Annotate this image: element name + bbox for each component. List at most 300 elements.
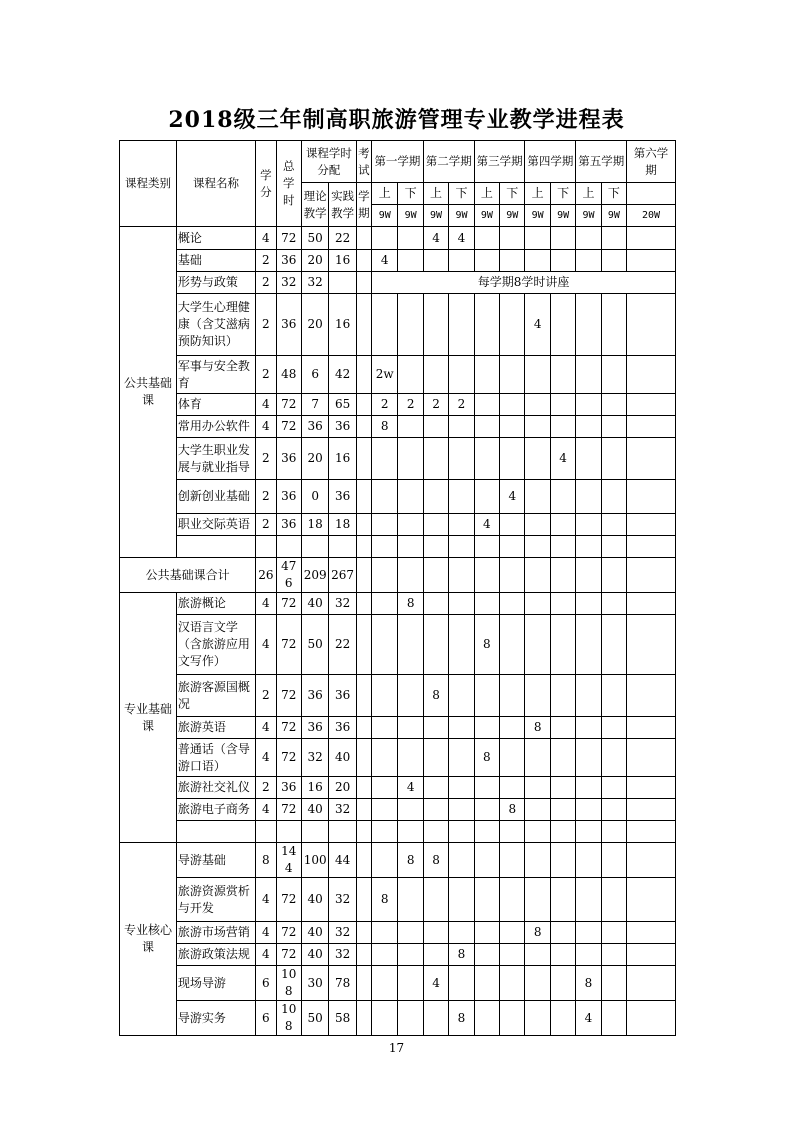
header-upper: 上 [525,183,550,205]
course-name: 旅游英语 [176,717,255,739]
credits-cell: 2 [256,272,276,294]
total-hours-cell: 72 [276,615,301,675]
weekly-hours-cell [550,250,575,272]
weekly-hours-cell [627,675,676,717]
weekly-hours-cell [423,878,448,922]
practice-hours-cell: 22 [329,227,356,250]
weekly-hours-cell [550,227,575,250]
theory-hours-cell: 40 [301,922,328,944]
weekly-hours-cell [372,558,398,593]
exam-term-cell [356,480,371,514]
weekly-hours-cell [398,294,423,356]
weekly-hours-cell [449,821,474,843]
exam-term-cell [356,843,371,878]
weekly-hours-cell [601,944,626,966]
weekly-hours-cell [601,416,626,438]
course-name: 形势与政策 [176,272,255,294]
course-name: 基础 [176,250,255,272]
theory-hours-cell: 50 [301,227,328,250]
weekly-hours-cell [474,438,499,480]
weekly-hours-cell [449,878,474,922]
weekly-hours-cell [576,944,601,966]
document-title: 2018级三年制高职旅游管理专业教学进程表 [168,107,625,133]
weekly-hours-cell [627,356,676,394]
weekly-hours-cell [474,878,499,922]
exam-term-cell [356,394,371,416]
weekly-hours-cell [576,536,601,558]
theory-hours-cell: 32 [301,272,328,294]
weekly-hours-cell [550,394,575,416]
theory-hours-cell: 40 [301,944,328,966]
weekly-hours-cell [423,356,448,394]
weekly-hours-cell [423,558,448,593]
credits-cell: 6 [256,966,276,1001]
weekly-hours-cell: 8 [474,739,499,777]
weekly-hours-cell [627,799,676,821]
weekly-hours-cell: 8 [372,416,398,438]
table-row [120,922,676,944]
weekly-hours-cell [627,536,676,558]
weekly-hours-cell [525,821,550,843]
weekly-hours-cell [474,227,499,250]
table-row [120,878,676,922]
practice-hours-cell: 44 [329,843,356,878]
practice-hours-cell: 36 [329,416,356,438]
table-row [120,966,676,1001]
weekly-hours-cell: 2 [449,394,474,416]
weekly-hours-cell [423,294,448,356]
course-name: 导游基础 [176,843,255,878]
weekly-hours-cell [449,416,474,438]
total-hours-cell [276,821,301,843]
header-lower: 下 [550,183,575,205]
weekly-hours-cell [372,294,398,356]
course-name: 旅游电子商务 [176,799,255,821]
practice-hours-cell: 32 [329,799,356,821]
course-category: 公共基础课 [120,227,177,558]
exam-term-cell [356,966,371,1001]
weekly-hours-cell [601,739,626,777]
exam-term-cell [356,1001,371,1036]
total-hours-cell: 72 [276,944,301,966]
weekly-hours-cell [500,227,525,250]
credits-cell: 2 [256,514,276,536]
header-weeks: 9W [423,205,448,227]
course-name: 概论 [176,227,255,250]
weekly-hours-cell [372,615,398,675]
weekly-hours-cell [474,799,499,821]
table-row [120,227,676,250]
weekly-hours-cell [576,777,601,799]
weekly-hours-cell [627,438,676,480]
weekly-hours-cell: 8 [576,966,601,1001]
weekly-hours-cell [500,878,525,922]
total-hours-cell: 36 [276,480,301,514]
theory-hours-cell: 40 [301,799,328,821]
header-lower: 下 [601,183,626,205]
weekly-hours-cell [398,717,423,739]
table-row [120,294,676,356]
weekly-hours-cell [500,966,525,1001]
course-name: 旅游政策法规 [176,944,255,966]
course-name: 职业交际英语 [176,514,255,536]
credits-cell: 4 [256,227,276,250]
weekly-hours-cell [576,878,601,922]
practice-hours-cell: 18 [329,514,356,536]
weekly-hours-cell [474,416,499,438]
table-row [120,438,676,480]
exam-term-cell [356,438,371,480]
weekly-hours-cell [601,593,626,615]
course-category: 专业核心课 [120,843,177,1036]
header-weeks: 9W [500,205,525,227]
course-name [176,821,255,843]
weekly-hours-cell [500,356,525,394]
header-lower: 下 [449,183,474,205]
weekly-hours-cell [576,416,601,438]
credits-cell: 4 [256,394,276,416]
header-lower: 下 [398,183,423,205]
weekly-hours-cell [449,593,474,615]
practice-hours-cell: 78 [329,966,356,1001]
weekly-hours-cell [601,966,626,1001]
weekly-hours-cell [423,922,448,944]
weekly-hours-cell [474,675,499,717]
theory-hours-cell [301,821,328,843]
header-upper: 上 [423,183,448,205]
weekly-hours-cell [601,922,626,944]
credits-cell: 2 [256,250,276,272]
weekly-hours-cell [601,394,626,416]
schedule-note: 每学期8学时讲座 [372,272,676,294]
weekly-hours-cell [500,536,525,558]
course-name: 大学生心理健康（含艾滋病预防知识） [176,294,255,356]
credits-cell: 2 [256,356,276,394]
exam-term-cell [356,878,371,922]
weekly-hours-cell [398,438,423,480]
header-practice: 实践教学 [329,183,356,227]
weekly-hours-cell [576,394,601,416]
practice-hours-cell: 16 [329,438,356,480]
weekly-hours-cell: 8 [525,717,550,739]
weekly-hours-cell [449,514,474,536]
weekly-hours-cell [398,922,423,944]
weekly-hours-cell [525,944,550,966]
theory-hours-cell: 20 [301,294,328,356]
weekly-hours-cell [449,799,474,821]
theory-hours-cell: 36 [301,717,328,739]
total-hours-cell: 72 [276,227,301,250]
exam-term-cell [356,272,371,294]
weekly-hours-cell [601,675,626,717]
practice-hours-cell: 22 [329,615,356,675]
weekly-hours-cell [449,480,474,514]
total-hours-cell: 72 [276,878,301,922]
weekly-hours-cell [398,944,423,966]
practice-hours-cell: 36 [329,480,356,514]
exam-term-cell [356,536,371,558]
weekly-hours-cell [525,558,550,593]
weekly-hours-cell [576,593,601,615]
weekly-hours-cell [423,250,448,272]
table-row [120,717,676,739]
weekly-hours-cell [550,878,575,922]
weekly-hours-cell [449,294,474,356]
practice-hours-cell: 36 [329,675,356,717]
table-row [120,739,676,777]
weekly-hours-cell [550,294,575,356]
header-weeks: 9W [372,205,398,227]
weekly-hours-cell [576,227,601,250]
course-name: 现场导游 [176,966,255,1001]
weekly-hours-cell [550,593,575,615]
header-term-6: 第六学期 [627,141,676,183]
weekly-hours-cell: 4 [550,438,575,480]
weekly-hours-cell [576,480,601,514]
weekly-hours-cell [500,675,525,717]
header-term-2: 第二学期 [423,141,474,183]
weekly-hours-cell: 8 [449,944,474,966]
weekly-hours-cell [423,777,448,799]
theory-hours-cell: 32 [301,739,328,777]
table-row [120,777,676,799]
total-hours-cell: 36 [276,294,301,356]
weekly-hours-cell [398,821,423,843]
weekly-hours-cell [500,294,525,356]
weekly-hours-cell [474,966,499,1001]
table-row [120,250,676,272]
weekly-hours-cell [550,514,575,536]
weekly-hours-cell [423,480,448,514]
weekly-hours-cell: 4 [372,250,398,272]
header-weeks: 9W [601,205,626,227]
weekly-hours-cell: 2w [372,356,398,394]
weekly-hours-cell [601,514,626,536]
exam-term-cell [356,514,371,536]
weekly-hours-cell [398,615,423,675]
table-row [120,416,676,438]
weekly-hours-cell [576,514,601,536]
weekly-hours-cell [576,675,601,717]
weekly-hours-cell [525,615,550,675]
weekly-hours-cell [398,878,423,922]
table-row [120,514,676,536]
weekly-hours-cell [550,843,575,878]
credits-cell: 4 [256,416,276,438]
weekly-hours-cell [525,250,550,272]
weekly-hours-cell: 8 [500,799,525,821]
weekly-hours-cell: 4 [500,480,525,514]
weekly-hours-cell [372,843,398,878]
exam-term-cell [356,675,371,717]
header-term-3: 第三学期 [474,141,525,183]
header-term-4: 第四学期 [525,141,576,183]
header-blank [627,183,676,205]
exam-term-cell [356,799,371,821]
weekly-hours-cell [474,777,499,799]
weekly-hours-cell: 4 [398,777,423,799]
weekly-hours-cell [525,878,550,922]
weekly-hours-cell [627,739,676,777]
exam-term-cell [356,615,371,675]
weekly-hours-cell [525,799,550,821]
total-hours-cell: 72 [276,675,301,717]
weekly-hours-cell [449,675,474,717]
table-row [120,944,676,966]
header-total-hours: 总学时 [276,141,301,227]
weekly-hours-cell [627,514,676,536]
weekly-hours-cell [627,843,676,878]
weekly-hours-cell [550,821,575,843]
practice-hours-cell: 32 [329,922,356,944]
weekly-hours-cell [550,922,575,944]
weekly-hours-cell [550,558,575,593]
weekly-hours-cell [525,593,550,615]
weekly-hours-cell [423,799,448,821]
course-name: 旅游客源国概况 [176,675,255,717]
weekly-hours-cell: 4 [474,514,499,536]
course-category: 专业基础课 [120,593,177,843]
weekly-hours-cell [500,944,525,966]
weekly-hours-cell [525,480,550,514]
weekly-hours-cell [627,777,676,799]
weekly-hours-cell [525,227,550,250]
weekly-hours-cell [449,438,474,480]
weekly-hours-cell [398,966,423,1001]
total-hours-cell: 32 [276,272,301,294]
weekly-hours-cell [449,717,474,739]
table-row [120,821,676,843]
total-hours-cell: 36 [276,438,301,480]
theory-hours-cell: 40 [301,878,328,922]
weekly-hours-cell [474,558,499,593]
credits-cell: 8 [256,843,276,878]
header-weeks: 9W [449,205,474,227]
weekly-hours-cell [449,356,474,394]
weekly-hours-cell [550,675,575,717]
weekly-hours-cell: 2 [398,394,423,416]
exam-term-cell [356,777,371,799]
theory-hours-cell: 36 [301,675,328,717]
theory-hours-cell: 30 [301,966,328,1001]
table-row [120,1001,676,1036]
weekly-hours-cell [525,843,550,878]
weekly-hours-cell [525,739,550,777]
weekly-hours-cell [601,558,626,593]
weekly-hours-cell [398,1001,423,1036]
weekly-hours-cell [372,966,398,1001]
practice-hours-cell: 42 [329,356,356,394]
theory-hours-cell: 0 [301,480,328,514]
weekly-hours-cell [500,514,525,536]
weekly-hours-cell [550,356,575,394]
weekly-hours-cell [500,615,525,675]
table-row [120,675,676,717]
weekly-hours-cell [423,717,448,739]
total-hours-cell: 72 [276,717,301,739]
weekly-hours-cell [576,615,601,675]
weekly-hours-cell [525,777,550,799]
weekly-hours-cell: 8 [449,1001,474,1036]
weekly-hours-cell [550,966,575,1001]
course-name: 体育 [176,394,255,416]
weekly-hours-cell [423,514,448,536]
practice-hours-cell: 16 [329,294,356,356]
weekly-hours-cell [449,558,474,593]
weekly-hours-cell [627,558,676,593]
practice-hours-cell: 36 [329,717,356,739]
weekly-hours-cell [398,356,423,394]
total-hours: 476 [276,558,301,593]
credits-cell: 4 [256,922,276,944]
weekly-hours-cell: 4 [423,966,448,1001]
weekly-hours-cell [601,294,626,356]
weekly-hours-cell [423,739,448,777]
weekly-hours-cell [500,843,525,878]
weekly-hours-cell [627,416,676,438]
weekly-hours-cell [525,675,550,717]
weekly-hours-cell [398,514,423,536]
weekly-hours-cell [550,739,575,777]
weekly-hours-cell [627,878,676,922]
course-name: 创新创业基础 [176,480,255,514]
weekly-hours-cell [601,536,626,558]
total-label: 公共基础课合计 [120,558,256,593]
weekly-hours-cell [474,480,499,514]
table-row [120,615,676,675]
weekly-hours-cell [627,294,676,356]
weekly-hours-cell [550,536,575,558]
weekly-hours-cell [627,944,676,966]
table-row [120,843,676,878]
weekly-hours-cell [627,227,676,250]
weekly-hours-cell [601,821,626,843]
weekly-hours-cell [601,717,626,739]
weekly-hours-cell [449,777,474,799]
weekly-hours-cell [627,1001,676,1036]
weekly-hours-cell [576,821,601,843]
practice-hours-cell [329,536,356,558]
weekly-hours-cell [474,536,499,558]
weekly-hours-cell [576,294,601,356]
course-name: 汉语言文学（含旅游应用文写作） [176,615,255,675]
credits-cell: 2 [256,438,276,480]
weekly-hours-cell [550,416,575,438]
exam-term-cell [356,356,371,394]
total-hours-cell: 72 [276,739,301,777]
weekly-hours-cell [627,821,676,843]
exam-term-cell [356,922,371,944]
theory-hours-cell: 18 [301,514,328,536]
weekly-hours-cell [525,1001,550,1036]
weekly-hours-cell [474,1001,499,1036]
header-upper: 上 [372,183,398,205]
exam-term-cell [356,558,371,593]
weekly-hours-cell: 2 [423,394,448,416]
theory-hours-cell: 7 [301,394,328,416]
weekly-hours-cell [525,416,550,438]
theory-hours-cell: 16 [301,777,328,799]
weekly-hours-cell [627,717,676,739]
table-row [120,593,676,615]
credits-cell: 4 [256,878,276,922]
weekly-hours-cell [601,356,626,394]
weekly-hours-cell [449,922,474,944]
course-name: 旅游市场营销 [176,922,255,944]
weekly-hours-cell [576,922,601,944]
header-weeks: 9W [576,205,601,227]
weekly-hours-cell [372,821,398,843]
